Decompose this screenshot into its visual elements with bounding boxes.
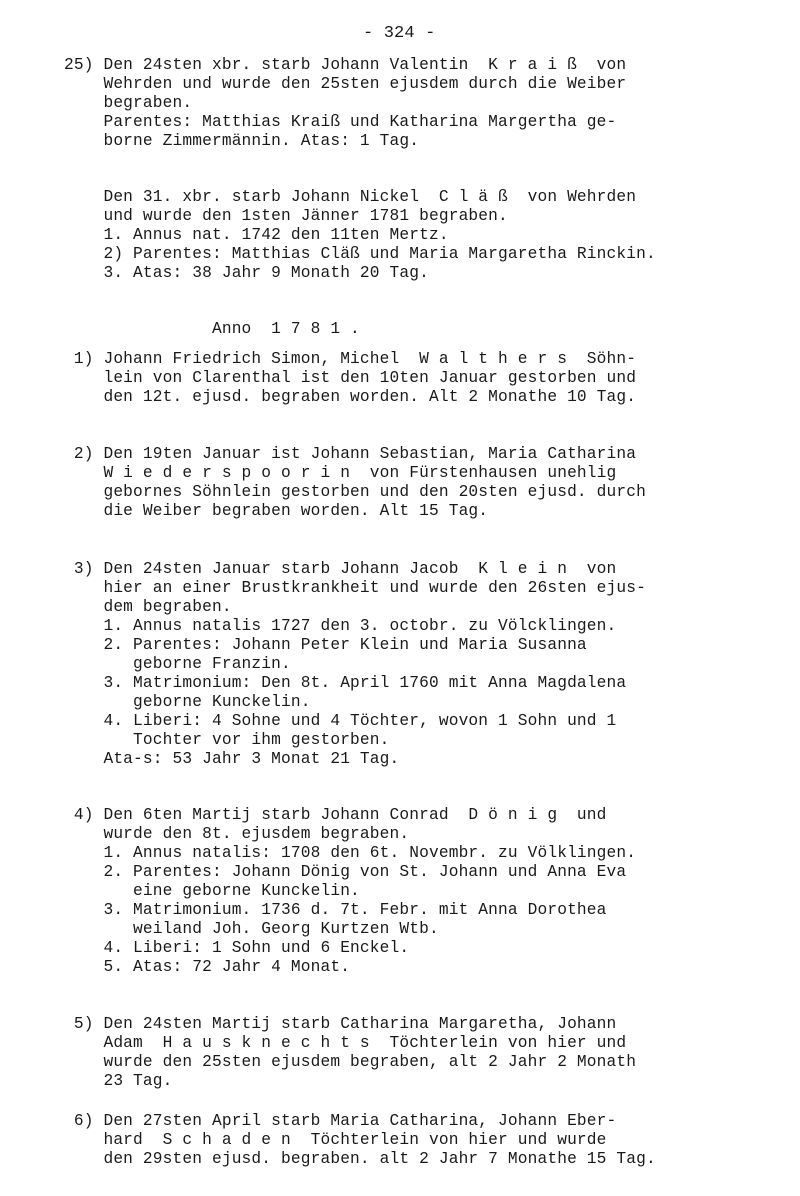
entry-25-line-2: Wehrden und wurde den 25sten ejusdem durch die Weiber xyxy=(64,75,627,93)
entry-3-line-5: 2. Parentes: Johann Peter Klein und Maria Susanna xyxy=(64,636,587,654)
entry-25-line-4: Parentes: Matthias Kraiß und Katharina Margertha ge- xyxy=(64,113,617,131)
entry-3-line-6: geborne Franzin. xyxy=(64,655,291,673)
entry-6-line-3: den 29sten ejusd. begraben. alt 2 Jahr 7 Monathe 15 Tag. xyxy=(64,1150,656,1168)
entry-3-line-4: 1. Annus natalis 1727 den 3. octobr. zu Völcklingen. xyxy=(64,617,617,635)
entry-1-line-1: 1) Johann Friedrich Simon, Michel W a l t h e r s Söhn- xyxy=(64,350,637,368)
entry-2-line-4: die Weiber begraben worden. Alt 15 Tag. xyxy=(64,502,489,520)
entry-25-line-3: begraben. xyxy=(64,94,193,112)
entry-4-line-9: 5. Atas: 72 Jahr 4 Monat. xyxy=(64,958,351,976)
entry-4-line-8: 4. Liberi: 1 Sohn und 6 Enckel. xyxy=(64,939,410,957)
entry-4-line-7: weiland Joh. Georg Kurtzen Wtb. xyxy=(64,920,439,938)
entry-3-line-8: geborne Kunckelin. xyxy=(64,693,311,711)
entry-4-line-1: 4) Den 6ten Martij starb Johann Conrad D ö n i g und xyxy=(64,806,607,824)
entry-4-line-6: 3. Matrimonium. 1736 d. 7t. Febr. mit Anna Dorothea xyxy=(64,901,607,919)
entry-3-line-10: Tochter vor ihm gestorben. xyxy=(64,731,390,749)
entry-5-line-1: 5) Den 24sten Martij starb Catharina Margaretha, Johann xyxy=(64,1015,617,1033)
entry-3-line-2: hier an einer Brustkrankheit und wurde den 26sten ejus- xyxy=(64,579,646,597)
entry-31-line-2: und wurde den 1sten Jänner 1781 begraben. xyxy=(64,207,508,225)
entry-6-line-1: 6) Den 27sten April starb Maria Catharina, Johann Eber- xyxy=(64,1112,617,1130)
entry-4-line-3: 1. Annus natalis: 1708 den 6t. Novembr. zu Völklingen. xyxy=(64,844,637,862)
entry-3-line-3: dem begraben. xyxy=(64,598,232,616)
entry-31-line-4: 2) Parentes: Matthias Cläß und Maria Margaretha Rinckin. xyxy=(64,245,656,263)
entry-31-line-3: 1. Annus nat. 1742 den 11ten Mertz. xyxy=(64,226,449,244)
entry-3-line-9: 4. Liberi: 4 Sohne und 4 Töchter, wovon 1 Sohn und 1 xyxy=(64,712,617,730)
entry-4-line-4: 2. Parentes: Johann Dönig von St. Johann und Anna Eva xyxy=(64,863,627,881)
entry-1-line-2: lein von Clarenthal ist den 10ten Januar gestorben und xyxy=(64,369,637,387)
entry-5-line-2: Adam H a u s k n e c h t s Töchterlein von hier und xyxy=(64,1034,627,1052)
entry-5-line-3: wurde den 25sten ejusdem begraben, alt 2 Jahr 2 Monath xyxy=(64,1053,637,1071)
entry-2-line-1: 2) Den 19ten Januar ist Johann Sebastian, Maria Catharina xyxy=(64,445,637,463)
entry-25-line-1: 25) Den 24sten xbr. starb Johann Valentin K r a i ß von xyxy=(64,56,627,74)
entry-6-line-2: hard S c h a d e n Töchterlein von hier und wurde xyxy=(64,1131,607,1149)
page-number: - 324 - xyxy=(363,24,436,43)
entry-3-line-11: Ata-s: 53 Jahr 3 Monat 21 Tag. xyxy=(64,750,400,768)
entry-31-line-1: Den 31. xbr. starb Johann Nickel C l ä ß von Wehrden xyxy=(64,188,637,206)
entry-2-line-2: W i e d e r s p o o r i n von Fürstenhausen unehlig xyxy=(64,464,617,482)
entry-31-line-5: 3. Atas: 38 Jahr 9 Monath 20 Tag. xyxy=(64,264,429,282)
entry-3-line-7: 3. Matrimonium: Den 8t. April 1760 mit Anna Magdalena xyxy=(64,674,627,692)
year-heading: Anno 1 7 8 1 . xyxy=(64,320,360,338)
entry-5-line-4: 23 Tag. xyxy=(64,1072,173,1090)
entry-1-line-3: den 12t. ejusd. begraben worden. Alt 2 Monathe 10 Tag. xyxy=(64,388,637,406)
entry-4-line-2: wurde den 8t. ejusdem begraben. xyxy=(64,825,410,843)
entry-4-line-5: eine geborne Kunckelin. xyxy=(64,882,360,900)
entry-2-line-3: gebornes Söhnlein gestorben und den 20sten ejusd. durch xyxy=(64,483,646,501)
entry-25-line-5: borne Zimmermännin. Atas: 1 Tag. xyxy=(64,132,420,150)
entry-3-line-1: 3) Den 24sten Januar starb Johann Jacob K l e i n von xyxy=(64,560,617,578)
